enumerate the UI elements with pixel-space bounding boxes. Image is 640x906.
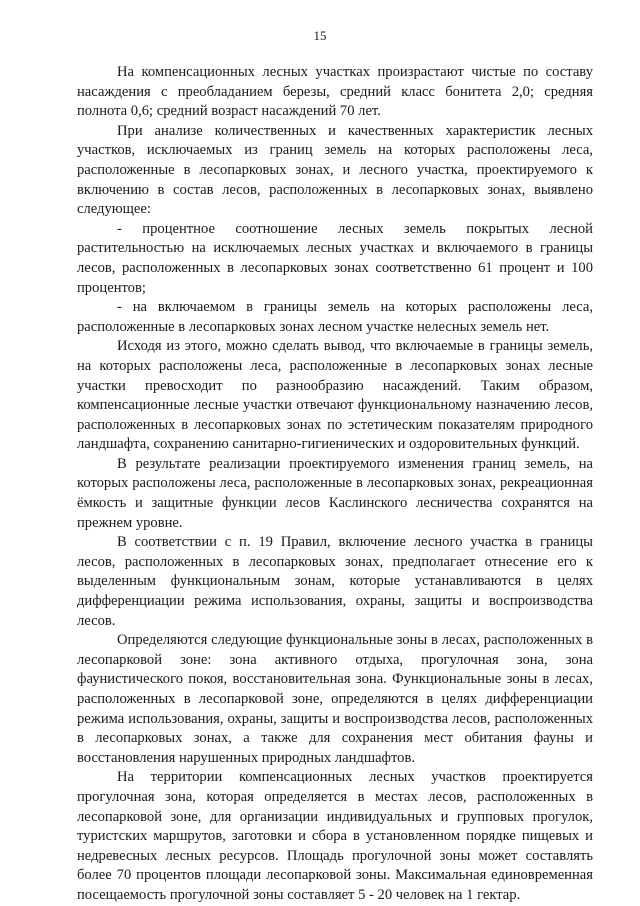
paragraph-rules-clause-19: В соответствии с п. 19 Правил, включение лесного участка в границы лесов, расположенных в лесопарковых зонах, предполагает отнесение его к выделенным функциональным зонам, которые устанавливаются в целях дифференциации режима использования, охраны, защиты и воспроизводства лесов. [77, 534, 593, 629]
paragraph-walking-zone: На территории компенсационных лесных участков проектируется прогулочная зона, которая определяется в местах лесов, расположенных в лесопарковой зоне, для организации индивидуальных и групповых прогулок, туристских маршрутов, заготовки и сбора в установленном порядке пищевых и недревесных лесных ресурсов. Площадь прогулочной зоны может составлять более 70 процентов площади лесопарковой зоны. Максимальная единовременная посещаемость прогулочной зоны составляет 5 - 20 человек на 1 гектар. [77, 769, 593, 903]
paragraph-plantation-composition: На компенсационных лесных участках произрастают чистые по составу насаждения с преобладанием березы, средний класс бонитета 2,0; средняя полнота 0,6; средний возраст насаждений 70 лет. [77, 64, 593, 120]
page-number: 15 [313, 28, 327, 43]
paragraph-analysis-intro: При анализе количественных и качественных характеристик лесных участков, исключаемых из границ земель на которых расположены леса, расположенные в лесопарковых зонах, и лесного участка, проектируемого к включению в состав лесов, расположенных в лесопарковых зонах, выявлено следующее: [77, 122, 593, 218]
paragraph-conclusion: Исходя из этого, можно сделать вывод, что включаемые в границы земель, на которых расположены леса, расположенные в лесопарковых зонах лесные участки превосходит по разнообразию насаждений. Таким образом, компенсационные лесные участки отвечают функциональному назначению лесов, расположенных в лесопарковых зонах по эстетическим показателям природного ландшафта, сохранению санитарно-гигиенических и оздоровительных функций. [77, 338, 593, 453]
paragraph-functional-zones: Определяются следующие функциональные зоны в лесах, расположенных в лесопарковой зоне: зона активного отдыха, прогулочная зона, зона фаунистического покоя, восстановительная зона. Функциональные зоны в лесах, расположенных в лесопарковой зоне, определяются в целях дифференциации режима использования, охраны, защиты и воспроизводства лесов, расположенных в лесопарковых зонах, а также для сохранения мест обитания фауны и восстановления нарушенных природных ландшафтов. [77, 632, 593, 766]
paragraph-list-item-forest-percentage: - процентное соотношение лесных земель покрытых лесной растительностью на исключаемых лесных участках и включаемого в границы лесов, расположенных в лесопарковых зонах соответственно 61 процент и 100 процентов; [77, 220, 593, 296]
paragraph-list-item-non-forest-lands: - на включаемом в границы земель на которых расположены леса, расположенные в лесопарковых зонах лесном участке нелесных земель нет. [77, 299, 593, 335]
document-body [77, 63, 593, 906]
paragraph-recreational-capacity: В результате реализации проектируемого изменения границ земель, на которых расположены леса, расположенные в лесопарковых зонах, рекреационная ёмкость и защитные функции лесов Каслинского лесничества сохранятся на прежнем уровне. [77, 455, 593, 531]
